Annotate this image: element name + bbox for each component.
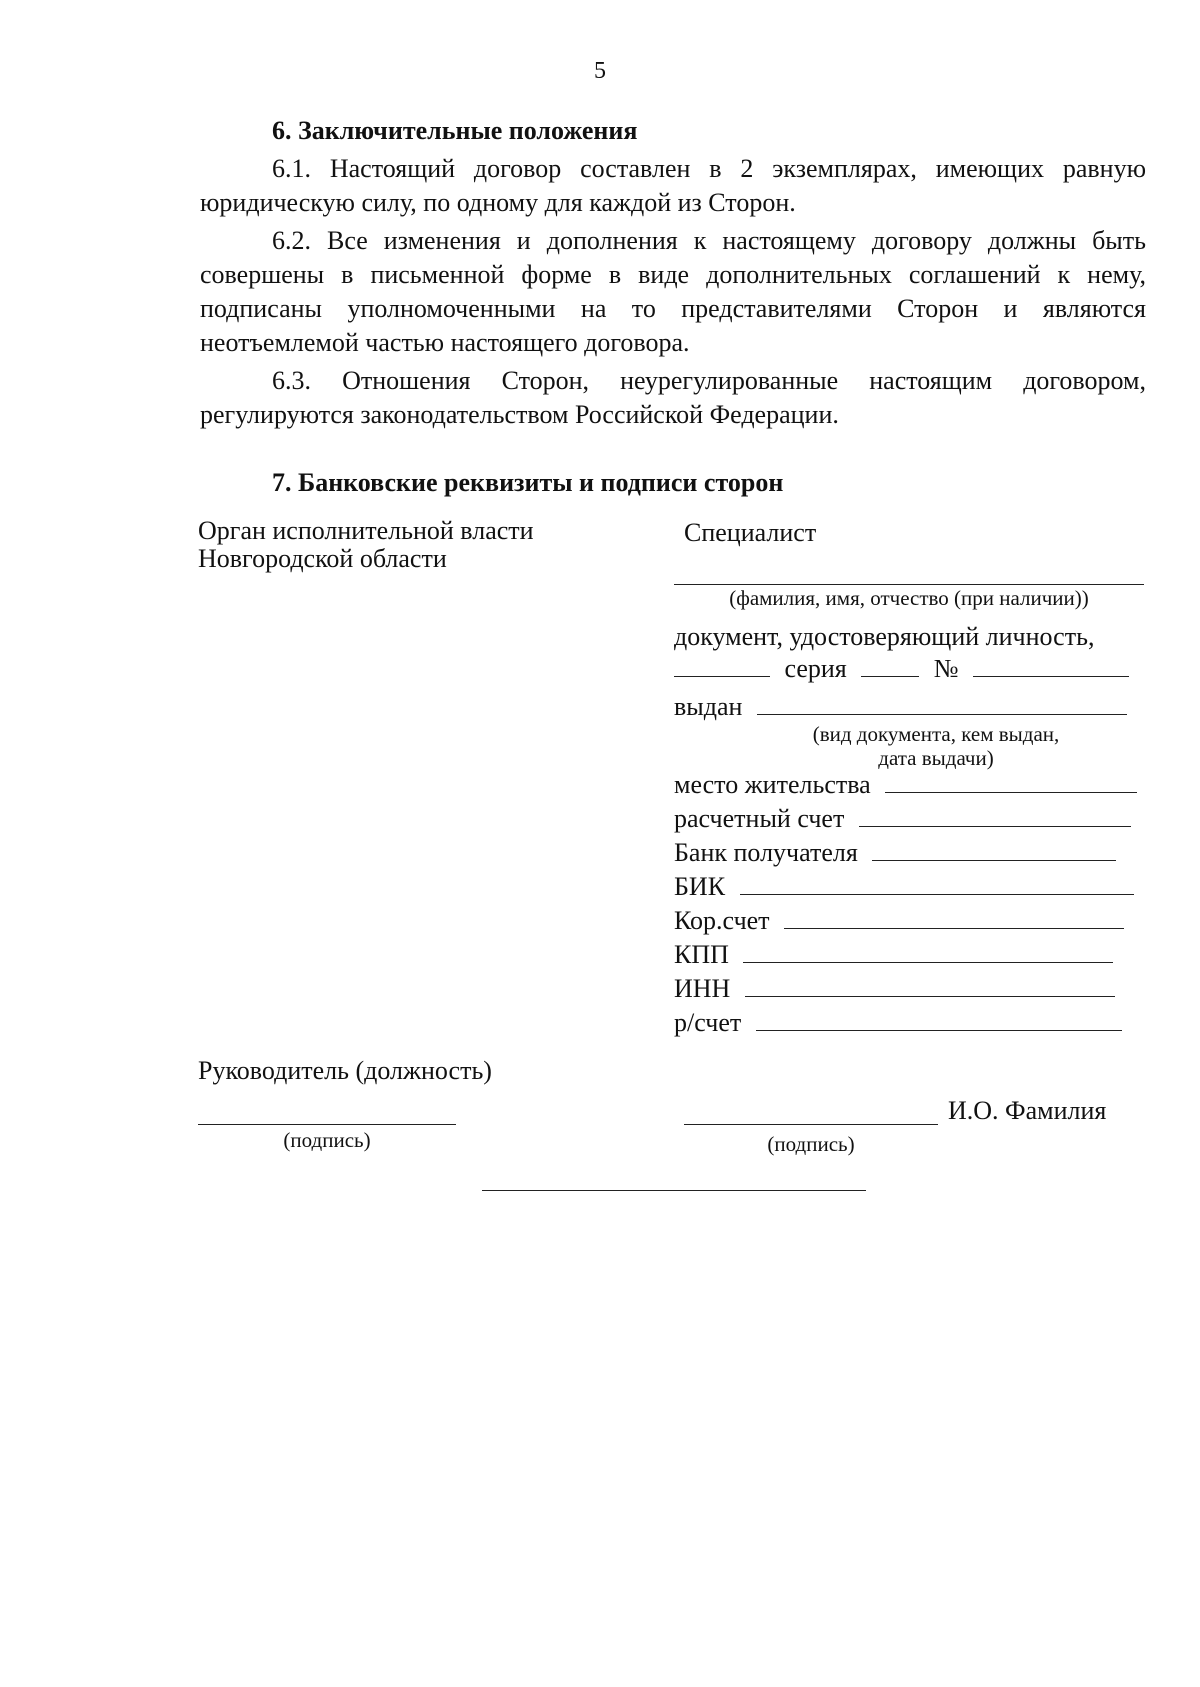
number-label: № bbox=[933, 654, 959, 683]
section-7-heading: 7. Банковские реквизиты и подписи сторон bbox=[272, 468, 784, 497]
corr-account-field bbox=[784, 908, 1124, 929]
account-row bbox=[674, 1008, 1122, 1038]
series-label: серия bbox=[784, 654, 847, 683]
series-field bbox=[861, 656, 919, 677]
number-field bbox=[973, 656, 1129, 677]
section-6-2-line-2: совершены в письменной форме в виде дополнительных соглашений к нему, bbox=[200, 260, 1146, 289]
corr-account-label: Кор.счет bbox=[674, 906, 770, 935]
inn-label: ИНН bbox=[674, 974, 731, 1003]
right-signature-line bbox=[684, 1124, 938, 1125]
series-number-row bbox=[674, 654, 1129, 684]
bik-field bbox=[740, 874, 1134, 895]
issued-caption-line-1: (вид документа, кем выдан, bbox=[812, 722, 1060, 746]
section-6-1-line-1: 6.1. Настоящий договор составлен в 2 экземплярах, имеющих равную bbox=[272, 154, 1146, 183]
left-party-name-line-2: Новгородской области bbox=[198, 544, 447, 573]
bik-label: БИК bbox=[674, 872, 726, 901]
section-6-3-line-2: регулируются законодательством Российской Федерации. bbox=[200, 400, 839, 429]
head-position-label: Руководитель (должность) bbox=[198, 1056, 492, 1085]
bank-label: Банк получателя bbox=[674, 838, 858, 867]
section-6-1-line-2: юридическую силу, по одному для каждой из Сторон. bbox=[200, 188, 796, 217]
corr-account-row bbox=[674, 906, 1124, 936]
page-number: 5 bbox=[594, 58, 606, 84]
fio-caption: (фамилия, имя, отчество (при наличии)) bbox=[729, 586, 1089, 610]
kpp-label: КПП bbox=[674, 940, 729, 969]
right-party-title: Специалист bbox=[684, 518, 817, 547]
right-signature-name: И.О. Фамилия bbox=[948, 1096, 1107, 1125]
account-field bbox=[756, 1010, 1122, 1031]
issued-row bbox=[674, 692, 1127, 722]
section-6-2-line-1: 6.2. Все изменения и дополнения к настоящему договору должны быть bbox=[272, 226, 1146, 255]
issued-label: выдан bbox=[674, 692, 743, 721]
left-signature-caption: (подпись) bbox=[283, 1128, 371, 1152]
id-document-label: документ, удостоверяющий личность, bbox=[674, 622, 1095, 651]
inn-field bbox=[745, 976, 1115, 997]
section-6-2-line-4: неотъемлемой частью настоящего договора. bbox=[200, 328, 690, 357]
fio-line bbox=[674, 584, 1144, 585]
kpp-field bbox=[743, 942, 1113, 963]
left-party-name-line-1: Орган исполнительной власти bbox=[198, 516, 534, 545]
left-signature-line bbox=[198, 1124, 456, 1125]
bank-row bbox=[674, 838, 1116, 868]
bank-field bbox=[872, 840, 1116, 861]
residence-row bbox=[674, 770, 1137, 800]
bik-row bbox=[674, 872, 1134, 902]
residence-field bbox=[885, 772, 1137, 793]
section-6-3-line-1: 6.3. Отношения Сторон, неурегулированные настоящим договором, bbox=[272, 366, 1146, 395]
inn-row bbox=[674, 974, 1115, 1004]
section-6-heading: 6. Заключительные положения bbox=[272, 116, 638, 145]
settlement-account-row bbox=[674, 804, 1131, 834]
settlement-account-field bbox=[859, 806, 1131, 827]
issued-caption-line-2: дата выдачи) bbox=[878, 746, 994, 770]
section-6-2-line-3: подписаны уполномоченными на то представителями Сторон и являются bbox=[200, 294, 1146, 323]
issued-field bbox=[757, 694, 1127, 715]
settlement-account-label: расчетный счет bbox=[674, 804, 845, 833]
document-end-line bbox=[482, 1190, 866, 1191]
account-label: р/счет bbox=[674, 1008, 742, 1037]
right-signature-caption: (подпись) bbox=[767, 1132, 855, 1156]
id-type-field bbox=[674, 656, 770, 677]
kpp-row bbox=[674, 940, 1113, 970]
residence-label: место жительства bbox=[674, 770, 871, 799]
